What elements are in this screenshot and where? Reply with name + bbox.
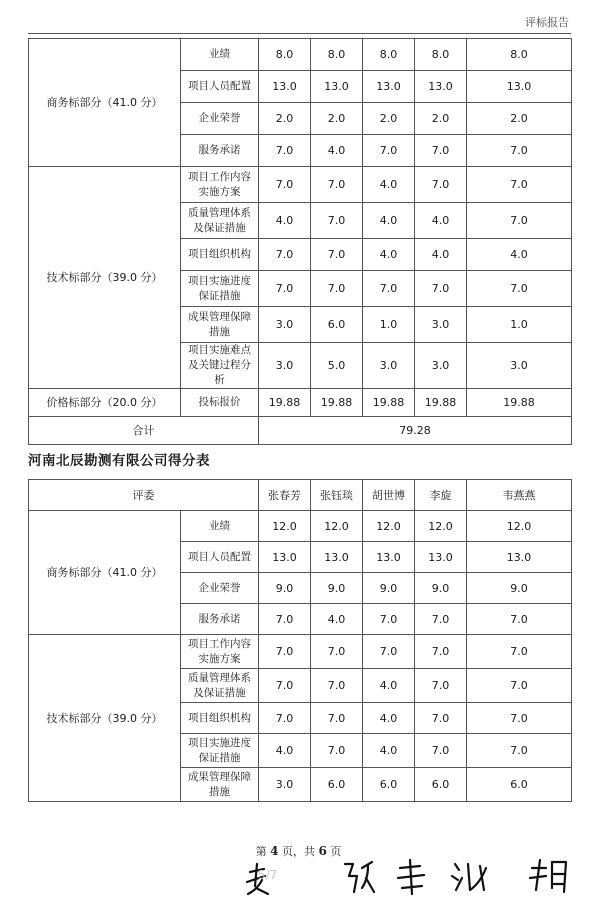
score-cell: 2.0: [415, 103, 467, 135]
score-cell: 8.0: [415, 39, 467, 71]
score-cell: 6.0: [467, 768, 572, 802]
judge-name: 胡世博: [363, 480, 415, 511]
score-cell: 19.88: [311, 389, 363, 417]
category-cell: 商务标部分（41.0 分）: [29, 39, 181, 167]
score-cell: 19.88: [363, 389, 415, 417]
score-cell: 7.0: [415, 135, 467, 167]
footer-total-pages: 6: [318, 844, 327, 858]
score-cell: 7.0: [259, 703, 311, 734]
score-cell: 4.0: [363, 239, 415, 271]
score-cell: 7.0: [259, 604, 311, 635]
score-cell: 7.0: [259, 239, 311, 271]
report-header-title: 评标报告: [525, 16, 569, 29]
criterion-cell: 质量管理体系及保证措施: [181, 203, 259, 239]
score-cell: 13.0: [415, 542, 467, 573]
score-cell: 12.0: [415, 511, 467, 542]
total-label: 合计: [29, 417, 259, 445]
score-table-2: [28, 479, 572, 802]
score-cell: 7.0: [415, 734, 467, 768]
score-cell: 4.0: [363, 703, 415, 734]
criterion-cell: 项目工作内容实施方案: [181, 635, 259, 669]
criterion-cell: 企业荣誉: [181, 573, 259, 604]
score-cell: 7.0: [415, 271, 467, 307]
score-cell: 4.0: [311, 135, 363, 167]
score-cell: 8.0: [467, 39, 572, 71]
criterion-cell: 项目人员配置: [181, 71, 259, 103]
judge-name: 张钰琰: [311, 480, 363, 511]
score-cell: 4.0: [363, 167, 415, 203]
criterion-cell: 业绩: [181, 39, 259, 71]
score-cell: 3.0: [259, 768, 311, 802]
signature-4: [452, 864, 486, 890]
score-cell: 7.0: [259, 271, 311, 307]
score-cell: 7.0: [259, 135, 311, 167]
score-cell: 4.0: [467, 239, 572, 271]
signature-2: [345, 862, 374, 892]
table-row: [29, 167, 572, 203]
footer-mid: 页，共: [282, 845, 315, 858]
criterion-cell: 成果管理保障措施: [181, 768, 259, 802]
score-cell: 7.0: [363, 604, 415, 635]
criterion-cell: 项目实施进度保证措施: [181, 734, 259, 768]
score-cell: 2.0: [363, 103, 415, 135]
handwritten-signatures: [0, 850, 597, 910]
score-cell: 13.0: [363, 71, 415, 103]
score-cell: 19.88: [415, 389, 467, 417]
score-cell: 4.0: [311, 604, 363, 635]
score-cell: 3.0: [259, 307, 311, 343]
score-cell: 7.0: [259, 167, 311, 203]
footer-suffix: 页: [330, 845, 342, 858]
score-cell: 13.0: [415, 71, 467, 103]
score-cell: 7.0: [467, 604, 572, 635]
score-cell: 3.0: [415, 343, 467, 389]
criterion-cell: 服务承诺: [181, 135, 259, 167]
criterion-cell: 项目实施进度保证措施: [181, 271, 259, 307]
score-cell: 13.0: [259, 71, 311, 103]
signature-3: [398, 860, 424, 894]
score-cell: 7.0: [311, 734, 363, 768]
score-cell: 19.88: [467, 389, 572, 417]
score-cell: 7.0: [415, 669, 467, 703]
score-cell: 5.0: [311, 343, 363, 389]
score-cell: 7.0: [259, 669, 311, 703]
score-cell: 1.0: [467, 307, 572, 343]
criterion-cell: 业绩: [181, 511, 259, 542]
score-cell: 7.0: [467, 271, 572, 307]
header-rule: [28, 33, 571, 34]
score-cell: 3.0: [259, 343, 311, 389]
criterion-cell: 企业荣誉: [181, 103, 259, 135]
table-row: [29, 39, 572, 71]
score-cell: 12.0: [311, 511, 363, 542]
score-cell: 7.0: [311, 669, 363, 703]
score-cell: 4.0: [363, 669, 415, 703]
score-cell: 7.0: [415, 635, 467, 669]
score-cell: 6.0: [311, 307, 363, 343]
total-value: 79.28: [259, 417, 572, 445]
score-cell: 7.0: [363, 635, 415, 669]
table-row: [29, 635, 572, 669]
score-cell: 7.0: [415, 167, 467, 203]
score-cell: 12.0: [467, 511, 572, 542]
table-row: [29, 389, 572, 417]
score-cell: 7.0: [467, 135, 572, 167]
score-cell: 2.0: [467, 103, 572, 135]
score-cell: 19.88: [259, 389, 311, 417]
score-cell: 8.0: [311, 39, 363, 71]
score-cell: 2.0: [311, 103, 363, 135]
table-row: [29, 511, 572, 542]
score-cell: 4.0: [415, 203, 467, 239]
score-cell: 8.0: [363, 39, 415, 71]
score-cell: 1.0: [363, 307, 415, 343]
criterion-cell: 投标报价: [181, 389, 259, 417]
criterion-cell: 项目人员配置: [181, 542, 259, 573]
signature-5: [530, 860, 566, 892]
score-cell: 7.0: [311, 239, 363, 271]
score-cell: 3.0: [363, 343, 415, 389]
criterion-cell: 项目实施难点及关键过程分析: [181, 343, 259, 389]
total-row: [29, 417, 572, 445]
score-cell: 6.0: [415, 768, 467, 802]
score-cell: 7.0: [363, 271, 415, 307]
score-cell: 4.0: [259, 734, 311, 768]
footer-current-page: 4: [270, 844, 279, 858]
score-cell: 9.0: [259, 573, 311, 604]
score-cell: 3.0: [467, 343, 572, 389]
score-cell: 7.0: [363, 135, 415, 167]
score-cell: 7.0: [467, 635, 572, 669]
category-cell: 技术标部分（39.0 分）: [29, 167, 181, 389]
score-cell: 7.0: [311, 167, 363, 203]
page-mark: 5/7: [258, 868, 278, 882]
judge-name: 张春芳: [259, 480, 311, 511]
score-cell: 13.0: [311, 542, 363, 573]
judge-name: 韦燕燕: [467, 480, 572, 511]
score-cell: 13.0: [467, 71, 572, 103]
category-cell: 商务标部分（41.0 分）: [29, 511, 181, 635]
score-cell: 13.0: [259, 542, 311, 573]
score-cell: 7.0: [311, 203, 363, 239]
score-cell: 2.0: [259, 103, 311, 135]
score-cell: 13.0: [363, 542, 415, 573]
score-cell: 7.0: [415, 604, 467, 635]
score-cell: 7.0: [311, 635, 363, 669]
score-cell: 6.0: [363, 768, 415, 802]
table-header-row: [29, 480, 572, 511]
criterion-cell: 项目组织机构: [181, 239, 259, 271]
score-cell: 7.0: [467, 203, 572, 239]
judge-name: 李旋: [415, 480, 467, 511]
criterion-cell: 服务承诺: [181, 604, 259, 635]
criterion-cell: 成果管理保障措施: [181, 307, 259, 343]
score-cell: 7.0: [259, 635, 311, 669]
score-cell: 12.0: [363, 511, 415, 542]
score-cell: 4.0: [259, 203, 311, 239]
score-cell: 9.0: [415, 573, 467, 604]
score-cell: 4.0: [363, 734, 415, 768]
footer-prefix: 第: [255, 845, 267, 858]
score-cell: 7.0: [467, 734, 572, 768]
score-cell: 3.0: [415, 307, 467, 343]
judge-header-label: 评委: [29, 480, 259, 511]
score-cell: 13.0: [467, 542, 572, 573]
score-cell: 7.0: [467, 703, 572, 734]
score-cell: 7.0: [311, 271, 363, 307]
score-cell: 13.0: [311, 71, 363, 103]
category-cell: 价格标部分（20.0 分）: [29, 389, 181, 417]
score-cell: 9.0: [311, 573, 363, 604]
score-cell: 7.0: [311, 703, 363, 734]
score-cell: 6.0: [311, 768, 363, 802]
score-cell: 9.0: [363, 573, 415, 604]
score-cell: 4.0: [415, 239, 467, 271]
score-cell: 7.0: [467, 167, 572, 203]
score-table-1: [28, 38, 572, 445]
score-cell: 7.0: [467, 669, 572, 703]
section-title: 河南北辰勘测有限公司得分表: [28, 453, 210, 469]
score-cell: 8.0: [259, 39, 311, 71]
score-cell: 9.0: [467, 573, 572, 604]
score-cell: 7.0: [415, 703, 467, 734]
score-cell: 12.0: [259, 511, 311, 542]
criterion-cell: 项目工作内容实施方案: [181, 167, 259, 203]
category-cell: 技术标部分（39.0 分）: [29, 635, 181, 802]
criterion-cell: 项目组织机构: [181, 703, 259, 734]
score-cell: 4.0: [363, 203, 415, 239]
criterion-cell: 质量管理体系及保证措施: [181, 669, 259, 703]
